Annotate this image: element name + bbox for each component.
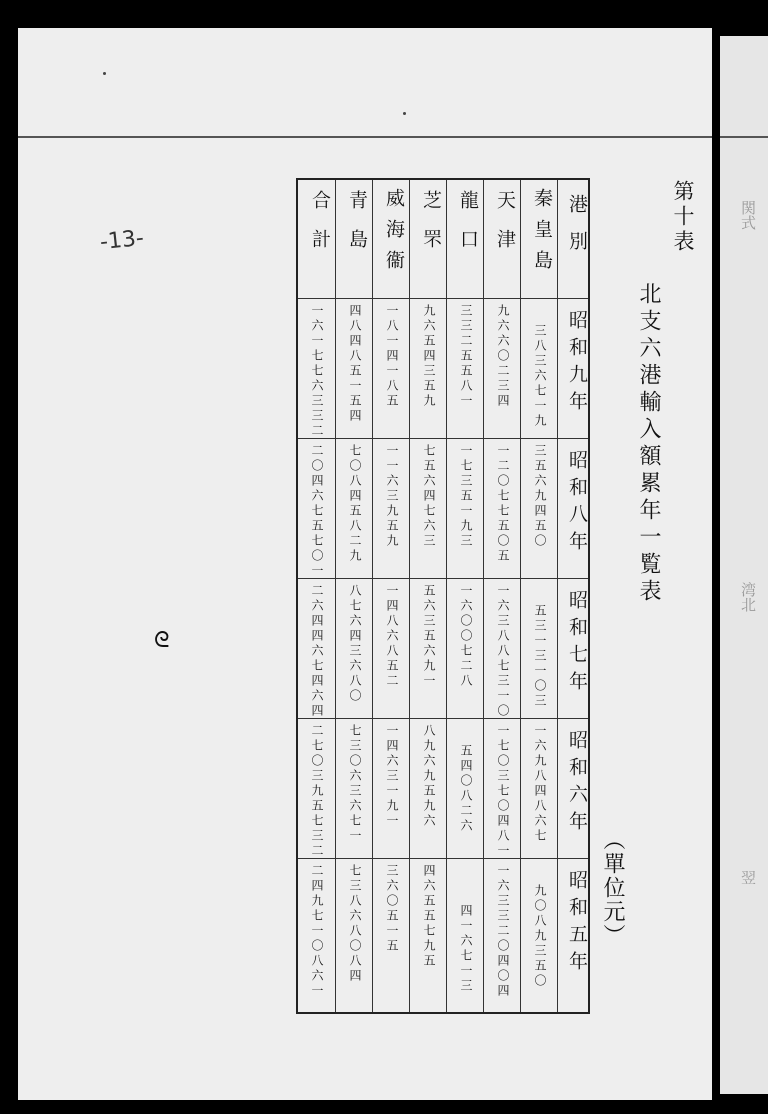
table-cell: 一六三八八七三一〇 <box>496 584 510 719</box>
year-header: 昭和九年 <box>566 310 588 418</box>
year-header: 昭和六年 <box>566 730 588 838</box>
table-cell: 一六九八四八六七 <box>533 724 547 844</box>
table-cell: 二六四四六七四六四 <box>310 584 324 719</box>
table-cell: 一七〇三七〇四八一 <box>496 724 510 859</box>
page-number: -13- <box>98 225 146 256</box>
port-name: 龍口 <box>457 190 479 268</box>
table-cell: 一六一七七六三三二 <box>310 304 324 439</box>
port-name: 威海衞 <box>383 188 405 281</box>
column-qinhuangdao <box>520 180 557 1012</box>
table-cell: 一四六三一九一 <box>385 724 399 829</box>
corner-header: 港別 <box>566 194 588 268</box>
table-cell: 五四〇八二六 <box>459 744 473 834</box>
port-name: 青島 <box>346 190 368 268</box>
column-zhifu <box>409 180 446 1012</box>
table-cell: 二四九七一〇八六一 <box>310 864 324 999</box>
table-cell: 四八四八五一五四 <box>348 304 362 424</box>
table-cell: 三六〇五一五 <box>385 864 399 954</box>
port-name: 秦皇島 <box>531 188 553 281</box>
column-longkou <box>446 180 483 1012</box>
table-cell: 四一六七一三 <box>459 904 473 994</box>
table-cell: 九〇八九三五〇 <box>533 884 547 989</box>
import-table <box>296 178 590 1014</box>
unit-note: （單位元） <box>600 828 625 948</box>
table-cell: 一八一四一八五 <box>385 304 399 409</box>
page-gutter <box>712 20 720 1110</box>
table-cell: 二〇四六七五七〇一 <box>310 444 324 579</box>
speck <box>103 72 106 75</box>
table-number: 第十表 <box>671 180 695 255</box>
table-cell: 三八三六七一九 <box>533 324 547 429</box>
column-weihaiwei <box>372 180 409 1012</box>
table-cell: 五六三五六九一 <box>422 584 436 689</box>
port-name: 合計 <box>309 190 331 268</box>
table-cell: 九六六〇二三四 <box>496 304 510 409</box>
table-cell: 二七〇三九五七三二 <box>310 724 324 859</box>
table-cell: 四六五五七九五 <box>422 864 436 969</box>
table-cell: 三五六九四五〇 <box>533 444 547 549</box>
next-page-fragment: 関式 <box>739 200 757 230</box>
table-cell: 一六三三二〇四〇四 <box>496 864 510 999</box>
fold-line <box>18 136 712 138</box>
table-cell: 一六〇〇七二八 <box>459 584 473 689</box>
next-page-fragment: 翌 <box>739 870 757 885</box>
table-cell: 三三二五五八一 <box>459 304 473 409</box>
port-name: 芝罘 <box>420 190 442 268</box>
table-cell: 一一六三九五九 <box>385 444 399 549</box>
column-qingdao <box>335 180 372 1012</box>
column-header <box>557 180 590 1012</box>
table-cell: 五三一三一〇三 <box>533 604 547 709</box>
table-cell: 一七三五一九三 <box>459 444 473 549</box>
table-cell: 八九六九五九六 <box>422 724 436 829</box>
speck <box>403 112 406 115</box>
year-header: 昭和五年 <box>566 870 588 978</box>
column-total <box>298 180 335 1012</box>
table-cell: 八七六四三六八〇 <box>348 584 362 704</box>
table-cell: 七〇八四五八二九 <box>348 444 362 564</box>
table-title: 北支六港輸入額累年一覧表 <box>636 282 661 606</box>
table-cell: 一四八六八五二 <box>385 584 399 689</box>
year-header: 昭和八年 <box>566 450 588 558</box>
adjacent-page-edge <box>720 36 768 1094</box>
ink-mark: ᘓ <box>154 628 170 653</box>
table-cell: 九六五四三五九 <box>422 304 436 409</box>
fold-line-right <box>720 136 768 138</box>
table-cell: 七三〇六三六七一 <box>348 724 362 844</box>
table-cell: 七三八六八〇八四 <box>348 864 362 984</box>
next-page-fragment: 湾北 <box>739 582 757 612</box>
column-tianjin <box>483 180 520 1012</box>
year-header: 昭和七年 <box>566 590 588 698</box>
table-cell: 七五六四七六三 <box>422 444 436 549</box>
table-cell: 一二〇七七五〇五 <box>496 444 510 564</box>
port-name: 天津 <box>494 190 516 268</box>
